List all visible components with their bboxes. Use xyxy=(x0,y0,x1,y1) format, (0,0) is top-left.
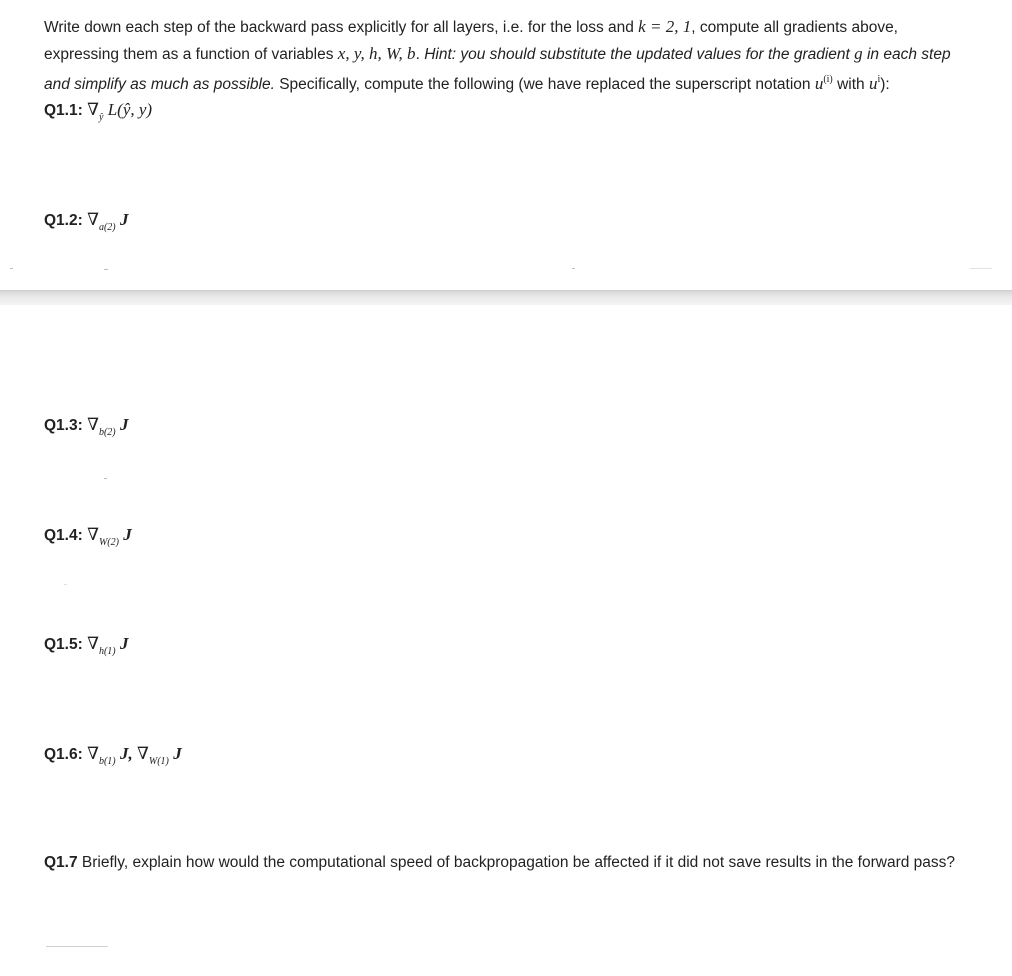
question-label: Q1.6: xyxy=(44,746,83,763)
intro-text: with xyxy=(832,76,869,93)
gradient-subscript: ŷ xyxy=(98,112,104,123)
scan-speck xyxy=(10,268,13,269)
k-values-math: k = 2, 1 xyxy=(638,17,692,36)
question-1-3 xyxy=(44,414,128,444)
question-label: Q1.3: xyxy=(44,417,83,434)
nabla-symbol: ∇ xyxy=(87,634,99,653)
variables-math: x, y, h, W, b xyxy=(337,43,416,63)
intro-text: ): xyxy=(880,76,890,93)
question-1-1 xyxy=(44,99,152,129)
question-label: Q1.7 xyxy=(44,854,78,871)
question-1-6 xyxy=(44,743,182,773)
question-1-5 xyxy=(44,633,128,663)
u-superscript: (i) xyxy=(823,74,833,85)
u-prime-math: u xyxy=(868,74,878,93)
question-label: Q1.2: xyxy=(44,212,83,229)
gradient-subscript: W(1) xyxy=(148,756,169,767)
question-label: Q1.5: xyxy=(44,636,83,653)
gradient-target: J xyxy=(123,525,132,544)
gradient-subscript: W(2) xyxy=(98,537,119,548)
question-1-4 xyxy=(44,524,132,554)
gradient-subscript: h(1) xyxy=(98,646,116,657)
gradient-target: J xyxy=(119,415,129,434)
intro-text: . xyxy=(415,45,425,63)
u-math: u xyxy=(814,74,824,93)
nabla-symbol: ∇ xyxy=(87,525,99,544)
scan-speck xyxy=(104,269,108,270)
gradient-target: J xyxy=(119,210,129,229)
intro-paragraph xyxy=(44,14,974,98)
scan-speck xyxy=(104,478,107,479)
gradient-target: J xyxy=(119,634,129,653)
question-1-2 xyxy=(44,209,128,239)
intro-text: Write down each step of the backward pass explicitly for all layers, i.e. for the loss and xyxy=(44,19,639,36)
gradient-g-math: g xyxy=(854,43,863,63)
gradient-target: L(ŷ, y) xyxy=(107,100,153,119)
scan-speck xyxy=(970,268,992,269)
scan-speck xyxy=(46,946,108,947)
hint-text: Hint: you should substitute the updated values for the gradient xyxy=(424,45,855,63)
question-text: Briefly, explain how would the computational speed of backpropagation be affected if it did not save results in the forward pass? xyxy=(77,854,956,871)
gradient-target: J xyxy=(173,744,182,763)
gradient-subscript: a(2) xyxy=(98,222,116,233)
gradient-target: J, xyxy=(119,744,133,763)
intro-text: Specifically, compute the following (we have replaced the superscript notation xyxy=(274,76,815,93)
nabla-symbol: ∇ xyxy=(87,210,99,229)
question-label: Q1.1: xyxy=(44,102,83,119)
nabla-symbol: ∇ xyxy=(87,415,99,434)
nabla-symbol: ∇ xyxy=(137,744,149,763)
scan-speck xyxy=(64,584,67,585)
gradient-subscript: b(1) xyxy=(98,756,116,767)
hint-text: in each step and simplify as much as possible. xyxy=(44,45,951,93)
question-1-7 xyxy=(44,850,974,876)
nabla-symbol: ∇ xyxy=(87,100,99,119)
gradient-subscript: b(2) xyxy=(98,427,116,438)
scan-speck xyxy=(572,268,575,269)
page-break-divider xyxy=(0,290,1012,305)
nabla-symbol: ∇ xyxy=(87,744,99,763)
u-prime-superscript: i xyxy=(877,74,881,85)
intro-text: , compute all gradients above, expressing them as a function of variables xyxy=(44,19,898,63)
question-label: Q1.4: xyxy=(44,527,83,544)
